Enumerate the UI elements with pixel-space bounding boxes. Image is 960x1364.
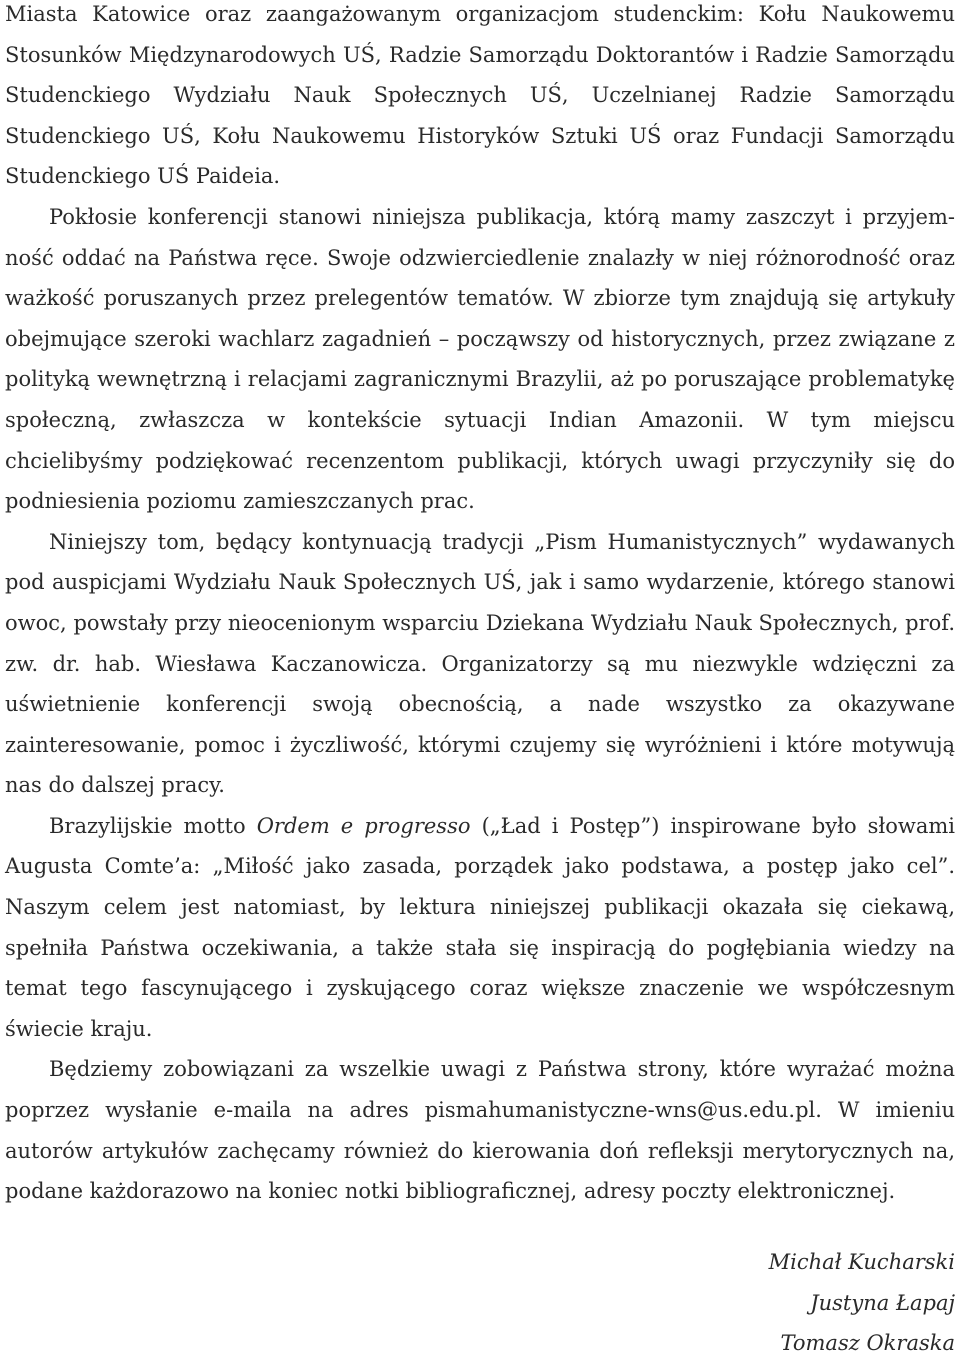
motto-lead-text: Brazylijskie motto bbox=[49, 813, 257, 838]
signature-block bbox=[769, 1242, 955, 1364]
signature-name: Justyna Łapaj bbox=[810, 1290, 955, 1315]
paragraph-contact: Będziemy zobowiązani za wszelkie uwagi z Państwa strony, które wyrażać można poprzez wysłanie e-maila na adres pismahumanistyczne-wns@us.edu.pl. W imieniu autorów artykułów zachęcamy również do kierowania doń refleksji merytorycznych na, podane każdorazowo na koniec notki bibliograficznej, adresy poczty elektronicznej. bbox=[5, 1057, 955, 1204]
paragraph-motto bbox=[5, 806, 955, 1050]
signature-name: Tomasz Okraska bbox=[780, 1331, 955, 1356]
motto-trailing-text: („Ład i Postęp”) inspirowane było słowami Augusta Comte’a: „Miłość jako zasada, porządek jako podstawa, a postęp jako cel”. Naszym celem jest natomiast, by lektura niniejszej publikacji okazała się ciekawą, spełniła Państwa oczekiwania, a także stała się inspiracją do pogłębiania wiedzy na temat tego fascynującego i zyskującego coraz większe znaczenie we współczesnym świecie kraju. bbox=[5, 813, 955, 1041]
signature-name: Michał Kucharski bbox=[768, 1250, 955, 1274]
motto-emphasis: Ordem e progresso bbox=[256, 813, 471, 838]
paragraph-acknowledgements-continued: Miasta Katowice oraz zaangażowanym organizacjom studenckim: Kołu Naukowemu Stosunków Międzynarodowych UŚ, Radzie Samorządu Doktorantów i Radzie Samorządu Studenckiego Wydziału Nauk Społecznych UŚ, Uczelnianej Radzie Samorządu Studenckiego UŚ, Kołu Naukowemu Historyków Sztuki UŚ oraz Fundacji Samorządu Studenckiego UŚ Paideia. bbox=[5, 2, 955, 189]
paragraph-volume-tradition: Niniejszy tom, będący kontynuacją tradycji „Pism Humanistycznych” wydawanych pod auspicjami Wydziału Nauk Społecznych UŚ, jak i samo wydarzenie, którego stanowi owoc, powstały przy nieocenionym wsparciu Dziekana Wydziału Nauk Społecznych, prof. zw. dr. hab. Wiesława Kaczanowicza. Organizatorzy są mu niezwykle wdzięczni za uświetnienie konferencji swoją obecnością, a nade wszystko za okazywane zainteresowanie, pomoc i życzliwość, którymi czujemy się wyróżnieni i które motywują nas do dalszej pracy. bbox=[5, 529, 955, 798]
paragraph-publication-scope: Pokłosie konferencji stanowi niniejsza publikacja, którą mamy zaszczyt i przyjemność oddać na Państwa ręce. Swoje odzwierciedlenie znalazły w niej różnorodność oraz ważkość poruszanych przez prelegentów tematów. W zbiorze tym znajdują się artykuły obejmujące szeroki wachlarz zagadnień – począwszy od historycznych, przez związane z polityką wewnętrzną i relacjami zagranicznymi Brazylii, aż po poruszające problematykę społeczną, zwłaszcza w kontekście sytuacji Indian Amazonii. W tym miejscu chcielibyśmy podziękować recenzentom publikacji, których uwagi przyczyniły się do podniesienia poziomu zamieszczanych prac. bbox=[5, 204, 955, 514]
body-text bbox=[5, 0, 955, 1212]
